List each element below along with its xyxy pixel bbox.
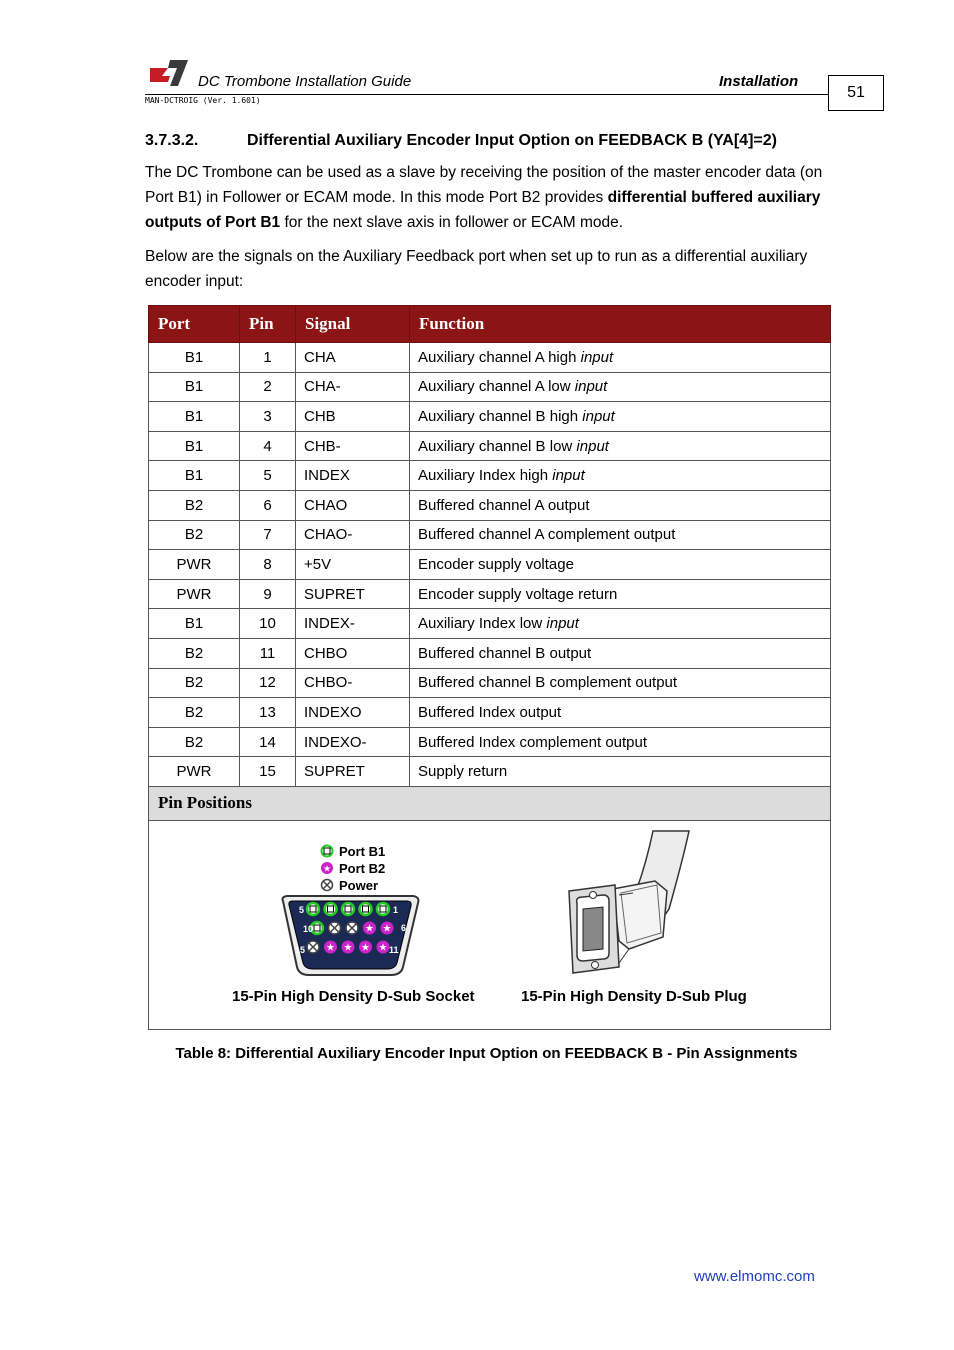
cell-function — [410, 343, 831, 373]
cell-port: B1 — [149, 609, 240, 639]
cell-signal: CHB — [296, 402, 410, 432]
function-text: Supply return — [418, 763, 508, 781]
table-row — [149, 757, 831, 787]
table-row — [149, 520, 831, 550]
socket-label: 15-Pin High Density D-Sub Socket — [232, 987, 475, 1005]
cell-signal: +5V — [296, 550, 410, 580]
legend-power — [322, 878, 379, 893]
svg-text:Power: Power — [339, 877, 379, 893]
table-row — [149, 638, 831, 668]
cell-function — [410, 727, 831, 757]
cell-signal: INDEX — [296, 461, 410, 491]
pin-figure-cell — [149, 820, 831, 1029]
cell-signal: CHAO — [296, 490, 410, 520]
table-caption: Table 8: Differential Auxiliary Encoder Input Option on FEEDBACK B - Pin Assignments — [175, 1045, 798, 1062]
function-text: Auxiliary channel A low — [418, 378, 575, 396]
pin-label-5: 5 — [299, 904, 305, 915]
cell-port: B1 — [149, 372, 240, 402]
plug-label: 15-Pin High Density D-Sub Plug — [521, 987, 747, 1005]
cell-pin: 13 — [240, 698, 296, 728]
pin-11-marker — [377, 940, 390, 953]
cell-port: B1 — [149, 402, 240, 432]
cell-port: B1 — [149, 461, 240, 491]
cell-pin: 7 — [240, 520, 296, 550]
cell-pin: 8 — [240, 550, 296, 580]
function-emphasis: input — [574, 378, 608, 396]
svg-text:Port B1: Port B1 — [339, 843, 386, 859]
cell-pin: 11 — [240, 638, 296, 668]
cell-pin: 6 — [240, 490, 296, 520]
cell-pin: 2 — [240, 372, 296, 402]
header-function: Function — [410, 306, 831, 343]
pin-5-marker — [307, 903, 319, 915]
intro-paragraph — [145, 160, 835, 235]
cell-signal: SUPRET — [296, 757, 410, 787]
pin-6-marker — [381, 921, 394, 934]
cell-signal: CHA — [296, 343, 410, 373]
pin-15-marker — [307, 941, 319, 953]
function-text: Encoder supply voltage return — [418, 585, 618, 603]
svg-text:★: ★ — [365, 923, 374, 935]
legend-port-b2 — [321, 861, 385, 876]
pin-label-11: 11 — [389, 944, 399, 955]
cell-port: PWR — [149, 579, 240, 609]
pin-9-marker — [329, 922, 341, 934]
cell-pin: 3 — [240, 402, 296, 432]
cell-port: B2 — [149, 490, 240, 520]
header-signal: Signal — [296, 306, 410, 343]
cell-function — [410, 757, 831, 787]
table-row — [149, 727, 831, 757]
elmo-logo — [148, 58, 190, 88]
table-row — [149, 550, 831, 580]
table-row — [149, 698, 831, 728]
pin-label-10: 10 — [303, 923, 314, 934]
function-text: Buffered channel A output — [418, 496, 590, 514]
function-emphasis: input — [582, 407, 615, 425]
function-text: Auxiliary channel B low — [418, 437, 577, 455]
function-text: Buffered Index output — [418, 703, 562, 721]
cell-function — [410, 402, 831, 432]
cell-port: B2 — [149, 727, 240, 757]
intro-text-bold: differential buffered auxiliary outputs of Port B1 — [145, 189, 821, 231]
cell-port: PWR — [149, 757, 240, 787]
svg-text:★: ★ — [343, 942, 353, 954]
cell-signal: CHBO — [296, 638, 410, 668]
cell-pin: 10 — [240, 609, 296, 639]
function-text: Encoder supply voltage — [418, 555, 574, 573]
table-row — [149, 490, 831, 520]
table-row — [149, 431, 831, 461]
svg-text:★: ★ — [361, 942, 370, 954]
section-title: Differential Auxiliary Encoder Input Option on FEEDBACK B (YA[4]=2) — [247, 132, 777, 149]
cell-function — [410, 609, 831, 639]
function-text: Auxiliary Index low — [418, 615, 547, 633]
function-text: Buffered channel B output — [418, 644, 592, 662]
function-emphasis: input — [546, 615, 579, 633]
header-section-name: Installation — [719, 73, 799, 90]
cell-function — [410, 461, 831, 491]
intro-text-1: The DC Trombone can be used as a slave by receiving the position of the master encoder data (on Port B1) in Follower or ECAM mode. In this mode Port B2 provides — [145, 164, 823, 206]
pin-assignment-table — [148, 305, 831, 1030]
function-text: Buffered Index complement output — [418, 733, 648, 751]
intro-text-2: for the next slave axis in follower or ECAM mode. — [280, 214, 624, 231]
cell-function — [410, 638, 831, 668]
cell-signal: CHB- — [296, 431, 410, 461]
cell-function — [410, 431, 831, 461]
pin-14-marker — [324, 940, 337, 953]
table-row — [149, 372, 831, 402]
cell-function — [410, 490, 831, 520]
table-row — [149, 609, 831, 639]
cell-signal: SUPRET — [296, 579, 410, 609]
pin-figure-row — [149, 820, 831, 1029]
d-sub-socket-diagram — [277, 839, 427, 999]
pin-1-marker — [377, 903, 389, 915]
function-emphasis: input — [576, 437, 609, 455]
cell-port: PWR — [149, 550, 240, 580]
pin-8-marker — [346, 922, 358, 934]
d-sub-plug-drawing — [563, 829, 693, 979]
cell-port: B2 — [149, 668, 240, 698]
svg-text:★: ★ — [326, 942, 335, 954]
pin-7-marker — [363, 921, 376, 934]
cell-function — [410, 668, 831, 698]
table-header-row — [149, 306, 831, 343]
svg-text:Port B2: Port B2 — [339, 860, 386, 876]
cell-pin: 5 — [240, 461, 296, 491]
pin-positions-label: Pin Positions — [149, 786, 831, 820]
function-emphasis: input — [552, 467, 585, 485]
cell-function — [410, 579, 831, 609]
cell-function — [410, 550, 831, 580]
cell-pin: 12 — [240, 668, 296, 698]
legend-port-b1 — [322, 844, 386, 859]
pin-13-marker — [342, 940, 355, 953]
function-text: Auxiliary channel B high — [418, 407, 583, 425]
table-row — [149, 343, 831, 373]
svg-text:★: ★ — [378, 942, 388, 954]
function-text: Buffered channel B complement output — [418, 674, 678, 692]
function-emphasis: input — [580, 348, 614, 366]
page-number: 51 — [828, 75, 884, 111]
svg-text:★: ★ — [382, 923, 392, 935]
cell-function — [410, 520, 831, 550]
cell-pin: 14 — [240, 727, 296, 757]
section-number: 3.7.3.2. — [145, 132, 199, 149]
pin-12-marker — [359, 940, 372, 953]
function-text: Auxiliary channel A high — [418, 348, 581, 366]
cell-signal: INDEX- — [296, 609, 410, 639]
header-rule — [145, 94, 828, 95]
table-row — [149, 668, 831, 698]
pin-label-6: 6 — [401, 922, 407, 933]
cell-port: B2 — [149, 638, 240, 668]
svg-text:★: ★ — [322, 863, 332, 874]
document-version: MAN-DCTROIG (Ver. 1.601) — [145, 96, 261, 105]
table-row — [149, 461, 831, 491]
pin-label-15: 15 — [295, 944, 306, 955]
pin-label-1: 1 — [393, 904, 399, 915]
cell-pin: 1 — [240, 343, 296, 373]
cell-pin: 15 — [240, 757, 296, 787]
cell-signal: CHBO- — [296, 668, 410, 698]
website-link[interactable]: www.elmomc.com — [694, 1268, 815, 1285]
header-pin: Pin — [240, 306, 296, 343]
cell-port: B2 — [149, 520, 240, 550]
cell-port: B1 — [149, 343, 240, 373]
cell-function — [410, 372, 831, 402]
cell-port: B2 — [149, 698, 240, 728]
cell-signal: CHAO- — [296, 520, 410, 550]
function-text: Buffered channel A complement output — [418, 526, 676, 544]
cell-pin: 4 — [240, 431, 296, 461]
function-text: Auxiliary Index high — [418, 467, 553, 485]
pin-4-marker — [325, 903, 337, 915]
guide-title: DC Trombone Installation Guide — [198, 73, 412, 90]
cell-signal: CHA- — [296, 372, 410, 402]
cell-port: B1 — [149, 431, 240, 461]
cell-signal: INDEXO — [296, 698, 410, 728]
cell-pin: 9 — [240, 579, 296, 609]
section-heading — [145, 132, 777, 150]
pin-2-marker — [360, 903, 372, 915]
cell-function — [410, 698, 831, 728]
pin-positions-row — [149, 786, 831, 820]
pin-3-marker — [342, 903, 354, 915]
signals-paragraph: Below are the signals on the Auxiliary Feedback port when set up to run as a differential auxiliary encoder input: — [145, 248, 808, 290]
table-row — [149, 402, 831, 432]
cell-signal: INDEXO- — [296, 727, 410, 757]
table-row — [149, 579, 831, 609]
header-port: Port — [149, 306, 240, 343]
